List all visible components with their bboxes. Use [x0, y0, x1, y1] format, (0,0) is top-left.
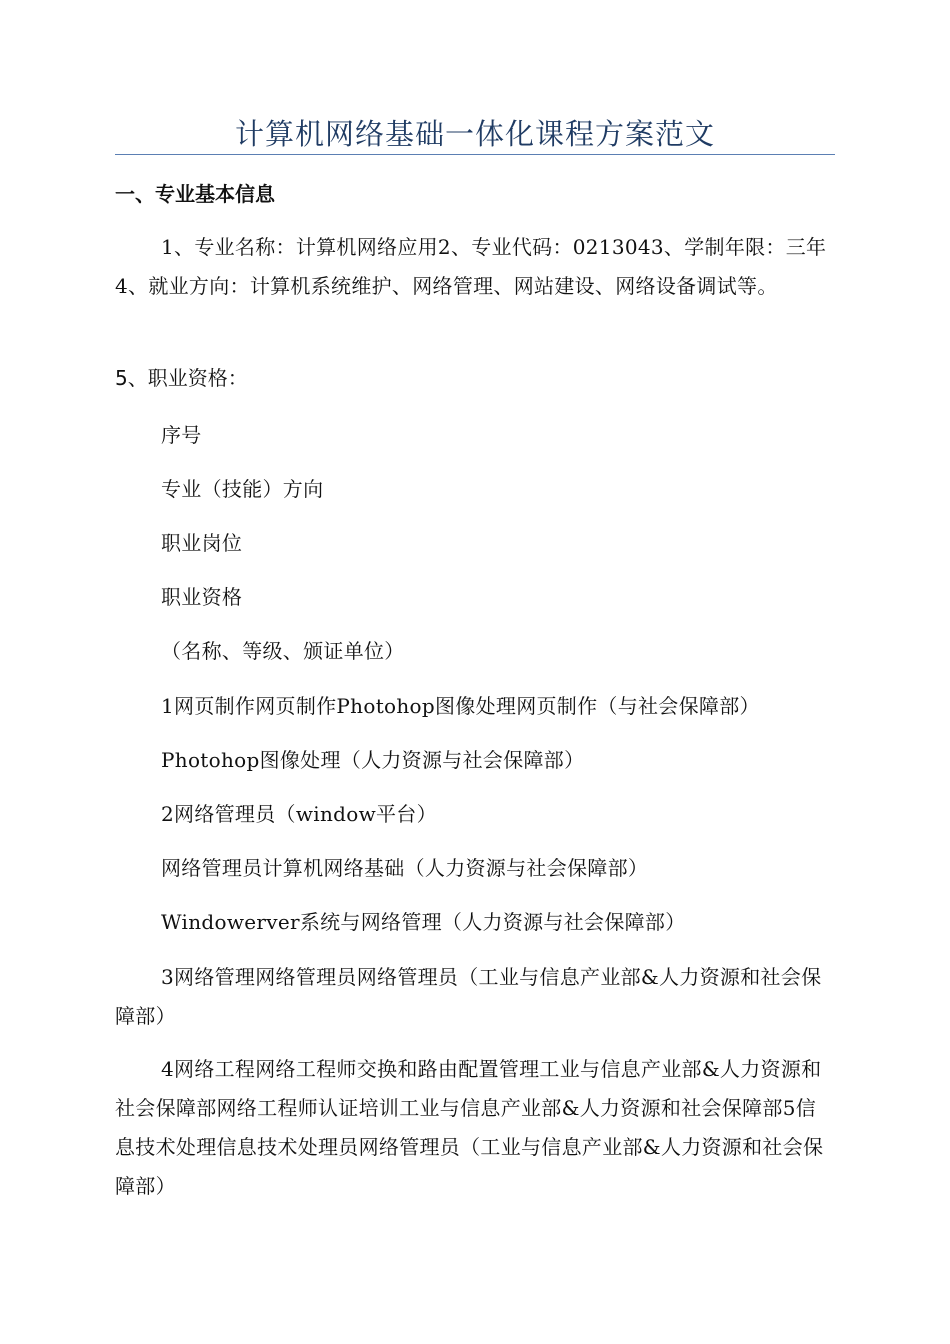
- table-header-qualification-note: （名称、等级、颁证单位）: [161, 639, 405, 663]
- table-row-4-5: 4网络工程网络工程师交换和路由配置管理工业与信息产业部&人力资源和社会保障部网络工程师认证培训工业与信息产业部&人力资源和社会保障部5信息技术处理信息技术处理员网络管理员（工业与信息产业部&人力资源和社会保障部）: [115, 1057, 824, 1198]
- section-heading: 一、专业基本信息: [115, 182, 275, 206]
- table-row-1a: 1网页制作网页制作Photohop图像处理网页制作（与社会保障部）: [161, 694, 760, 718]
- table-row-3: 3网络管理网络管理员网络管理员（工业与信息产业部&人力资源和社会保障部）: [115, 965, 822, 1028]
- table-header-position: 职业岗位: [161, 531, 243, 555]
- table-row-1b: Photohop图像处理（人力资源与社会保障部）: [161, 748, 585, 772]
- intro-paragraph: 1、专业名称：计算机网络应用2、专业代码：0213043、学制年限：三年4、就业方向：计算机系统维护、网络管理、网站建设、网络设备调试等。: [115, 235, 827, 298]
- table-row-2c: Windowerver系统与网络管理（人力资源与社会保障部）: [161, 910, 686, 934]
- table-header-qualification: 职业资格: [161, 585, 243, 609]
- document-title: 计算机网络基础一体化课程方案范文: [234, 117, 715, 151]
- table-row-2b: 网络管理员计算机网络基础（人力资源与社会保障部）: [161, 856, 649, 880]
- table-header-direction: 专业（技能）方向: [161, 477, 324, 501]
- qualification-heading: 5、职业资格：: [115, 366, 248, 390]
- title-underline: [115, 154, 835, 155]
- table-row-2a: 2网络管理员（window平台）: [161, 802, 437, 826]
- table-header-number: 序号: [161, 423, 202, 447]
